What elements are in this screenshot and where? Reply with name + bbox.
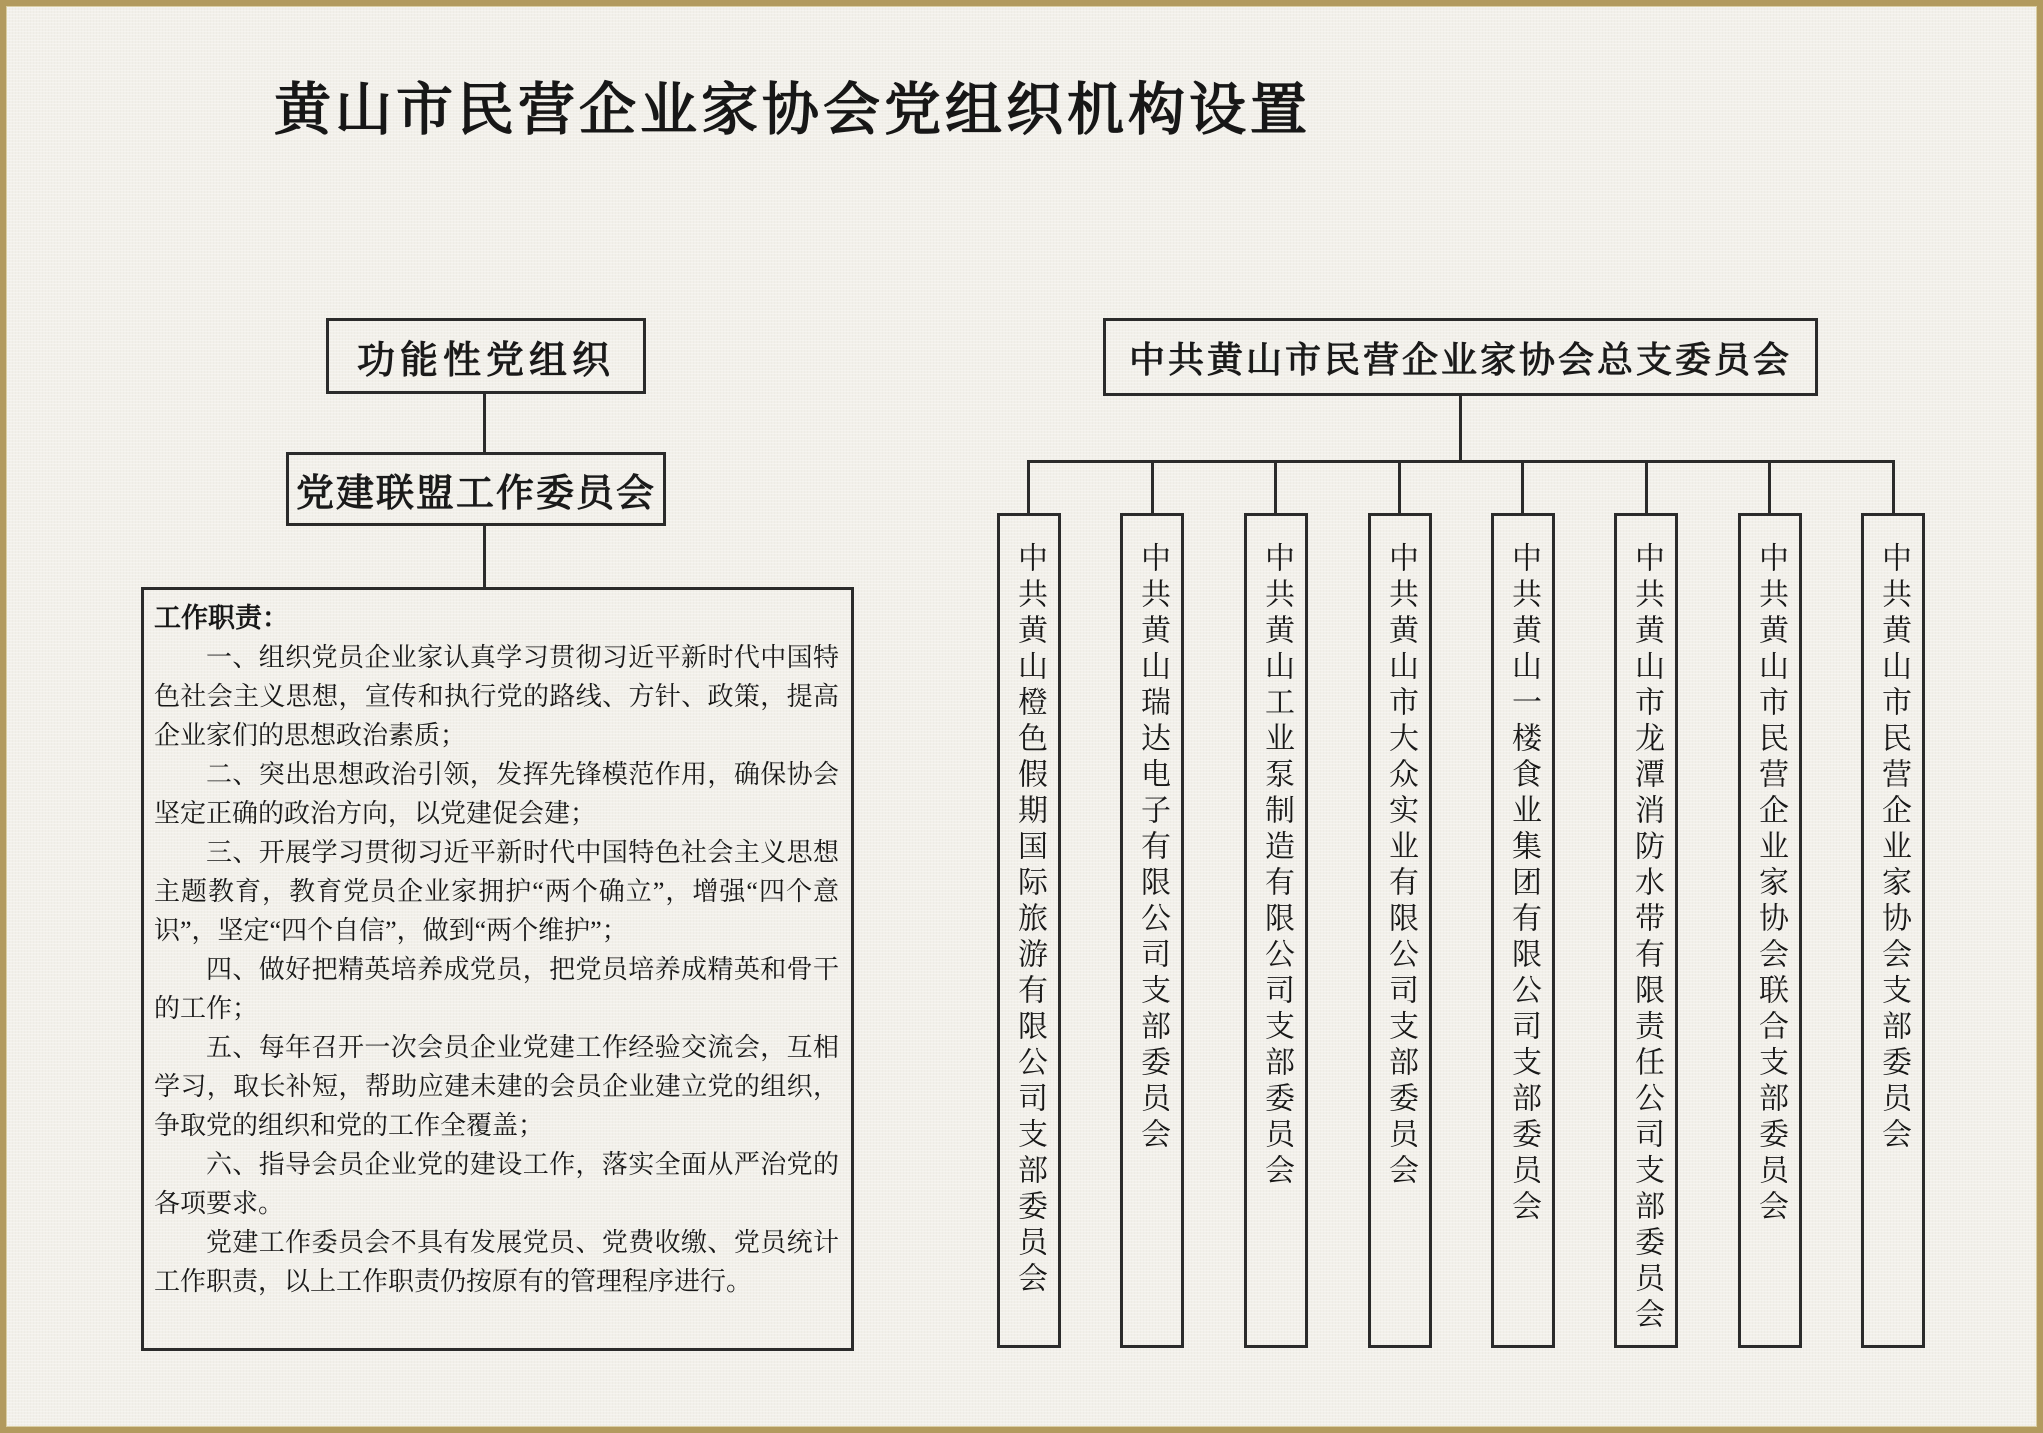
alliance-committee-label: 党建联盟工作委员会 [295,472,656,515]
page-title: 黄山市民营企业家协会党组织机构设置 [274,78,1311,142]
connector-drop-3 [1274,460,1277,513]
alliance-committee-node [286,452,666,526]
connector-left-1 [483,394,486,452]
branch-label-6: 中共黄山市龙潭消防水带有限责任公司支部委员会 [1630,542,1663,1334]
connector-drop-8 [1892,460,1895,513]
branch-node-5 [1491,513,1555,1348]
connector-drop-1 [1027,460,1030,513]
duty-paragraph-2: 二、突出思想政治引领，发挥先锋模范作用，确保协会坚定正确的政治方向，以党建促会建； [154,760,839,828]
general-branch-committee-label: 中共黄山市民营企业家协会总支委员会 [1128,338,1792,380]
duties-panel [141,587,854,1351]
branch-label-2: 中共黄山瑞达电子有限公司支部委员会 [1136,542,1169,1154]
connector-drop-7 [1768,460,1771,513]
duty-paragraph-3: 三、开展学习贯彻习近平新时代中国特色社会主义思想主题教育，教育党员企业家拥护“两个确立”，增强“四个意识”，坚定“四个自信”，做到“两个维护”； [154,838,839,945]
connector-drop-5 [1521,460,1524,513]
branch-node-7 [1738,513,1802,1348]
branch-node-1 [997,513,1061,1348]
connector-drop-4 [1398,460,1401,513]
connector-right-stem [1459,396,1462,460]
branch-node-4 [1368,513,1432,1348]
branch-label-1: 中共黄山橙色假期国际旅游有限公司支部委员会 [1013,542,1046,1298]
branch-label-7: 中共黄山市民营企业家协会联合支部委员会 [1754,542,1787,1226]
duty-paragraph-6: 六、指导会员企业党的建设工作，落实全面从严治党的各项要求。 [154,1150,839,1218]
general-branch-committee-node [1103,318,1818,396]
branch-label-4: 中共黄山市大众实业有限公司支部委员会 [1384,542,1417,1190]
branch-label-3: 中共黄山工业泵制造有限公司支部委员会 [1260,542,1293,1190]
branch-node-8 [1861,513,1925,1348]
connector-drop-6 [1645,460,1648,513]
functional-party-org-label: 功能性党组织 [356,339,615,382]
duty-paragraph-4: 四、做好把精英培养成党员，把党员培养成精英和骨干的工作； [154,955,839,1023]
duties-heading: 工作职责： [154,603,289,633]
connector-right-rail [1027,460,1895,463]
functional-party-org-node [326,318,646,394]
duty-paragraph-5: 五、每年召开一次会员企业党建工作经验交流会，互相学习，取长补短，帮助应建未建的会员企业建立党的组织，争取党的组织和党的工作全覆盖； [154,1033,839,1140]
branch-node-3 [1244,513,1308,1348]
connector-left-2 [483,526,486,587]
duty-paragraph-7: 党建工作委员会不具有发展党员、党费收缴、党员统计工作职责，以上工作职责仍按原有的管理程序进行。 [154,1228,839,1296]
branch-label-8: 中共黄山市民营企业家协会支部委员会 [1877,542,1910,1154]
connector-drop-2 [1151,460,1154,513]
duty-paragraph-1: 一、组织党员企业家认真学习贯彻习近平新时代中国特色社会主义思想，宣传和执行党的路线、方针、政策，提高企业家们的思想政治素质； [154,643,839,750]
branch-label-5: 中共黄山一楼食业集团有限公司支部委员会 [1507,542,1540,1226]
branch-node-6 [1614,513,1678,1348]
branch-node-2 [1120,513,1184,1348]
